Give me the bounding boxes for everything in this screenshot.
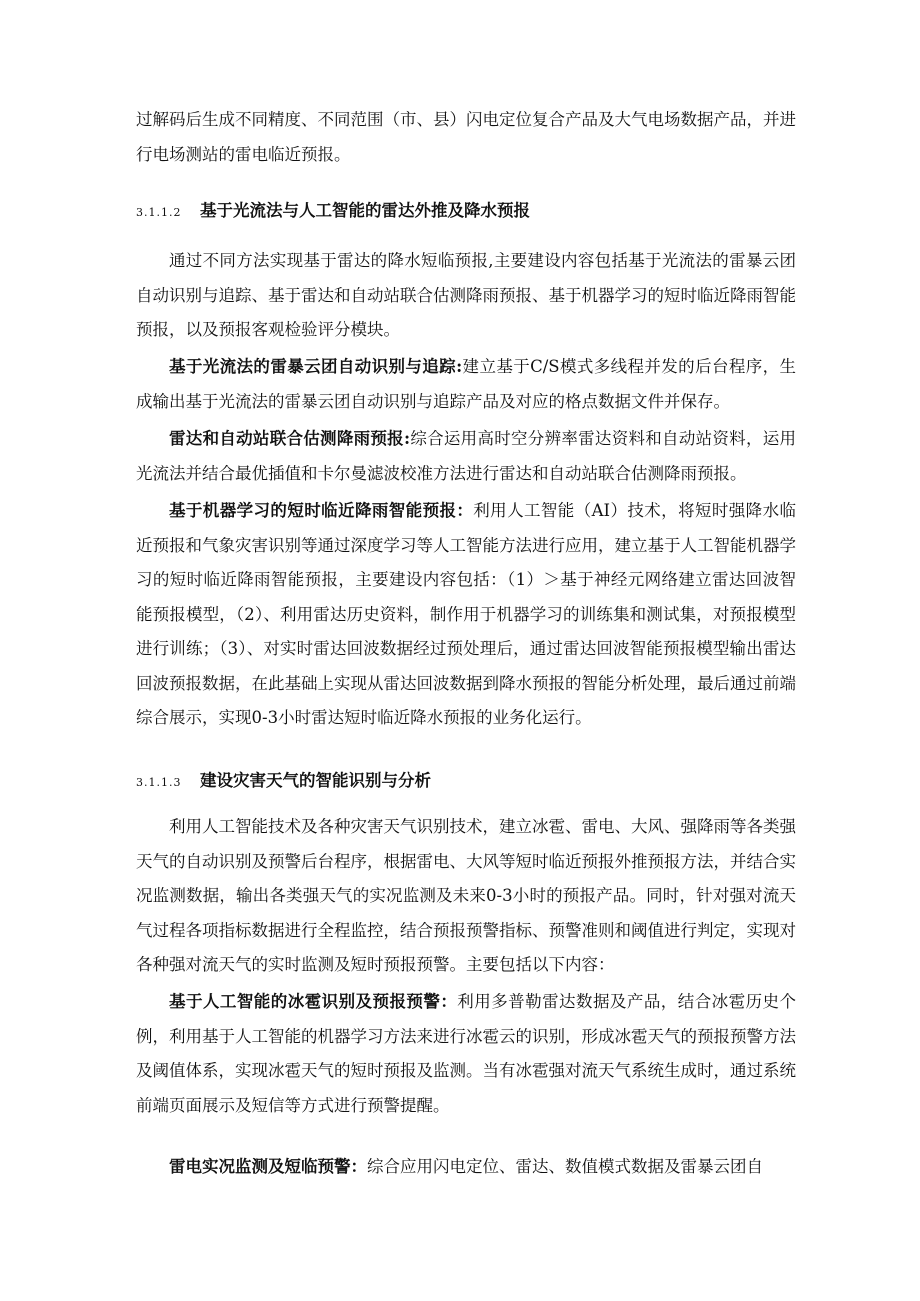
paragraph: 通过不同方法实现基于雷达的降水短临预报,主要建设内容包括基于光流法的雷暴云团自动识别与追踪、基于雷达和自动站联合估测降雨预报、基于机器学习的短时临近降雨智能预报，以及预报客观检验评分模块。 — [136, 251, 796, 339]
paragraph — [136, 350, 796, 419]
paragraph-text: 综合运用高时空分辨率雷达资料和自动站资料，运用光流法并结合最优插值和卡尔曼滤波校准方法进行雷达和自动站联合估测降雨预报。 — [136, 429, 796, 483]
section-number: 3.1.1.3 — [136, 776, 182, 789]
section-number: 3.1.1.2 — [136, 206, 182, 219]
paragraph-text: 利用人工智能（AI）技术，将短时强降水临近预报和气象灾害识别等通过深度学习等人工智能方法进行应用，建立基于人工智能机器学习的短时临近降雨智能预报，主要建设内容包括：（1）＞基于神经元网络建立雷达回波智能预报模型，（2）、利用雷达历史资料，制作用于机器学习的训练集和测试集，对预报模型进行训练；（3）、对实时雷达回波数据经过预处理后，通过雷达回波智能预报模型输出雷达回波预报数据，在此基础上实现从雷达回波数据到降水预报的智能分析处理，最后通过前端综合展示，实现0-3小时雷达短时临近降水预报的业务化运行。 — [136, 501, 796, 727]
paragraph — [136, 494, 796, 736]
paragraph — [136, 985, 796, 1123]
section-title: 基于光流法与人工智能的雷达外推及降水预报 — [200, 201, 530, 220]
paragraph-text: 综合应用闪电定位、雷达、数值模式数据及雷暴云团自 — [367, 1157, 763, 1176]
paragraph: 利用人工智能技术及各种灾害天气识别技术，建立冰雹、雷电、大风、强降雨等各类强天气的自动识别及预警后台程序，根据雷电、大风等短时临近预报外推预报方法，并结合实况监测数据，输出各类强天气的实况监测及未来0-3小时的预报产品。同时，针对强对流天气过程各项指标数据进行全程监控，结合预报预警指标、预警准则和阈值进行判定，实现对各种强对流天气的实时监测及短时预报预警。主要包括以下内容： — [136, 817, 796, 974]
paragraph-text: 利用多普勒雷达数据及产品，结合冰雹历史个例，利用基于人工智能的机器学习方法来进行冰雹云的识别，形成冰雹天气的预报预警方法及阈值体系，实现冰雹天气的短时预报及监测。当有冰雹强对流天气系统生成时，通过系统前端页面展示及短信等方式进行预警提醒。 — [136, 992, 797, 1115]
paragraph-lead: 雷达和自动站联合估测降雨预报: — [169, 429, 411, 448]
section-heading-3-1-1-3 — [136, 764, 796, 800]
section-heading-3-1-1-2 — [136, 194, 796, 230]
paragraph — [136, 1150, 796, 1185]
paragraph-lead: 雷电实况监测及短临预警： — [169, 1157, 367, 1176]
paragraph-text: 建立基于C/S模式多线程并发的后台程序，生成输出基于光流法的雷暴云团自动识别与追踪产品及对应的格点数据文件并保存。 — [136, 357, 796, 411]
paragraph-lead: 基于机器学习的短时临近降雨智能预报： — [169, 501, 474, 520]
paragraph-lead: 基于光流法的雷暴云团自动识别与追踪: — [169, 357, 463, 376]
intro-paragraph: 过解码后生成不同精度、不同范围（市、县）闪电定位复合产品及大气电场数据产品，并进行电场测站的雷电临近预报。 — [136, 110, 796, 164]
paragraph-lead: 基于人工智能的冰雹识别及预报预警： — [169, 992, 458, 1011]
paragraph — [136, 422, 796, 491]
section-title: 建设灾害天气的智能识别与分析 — [200, 771, 431, 790]
